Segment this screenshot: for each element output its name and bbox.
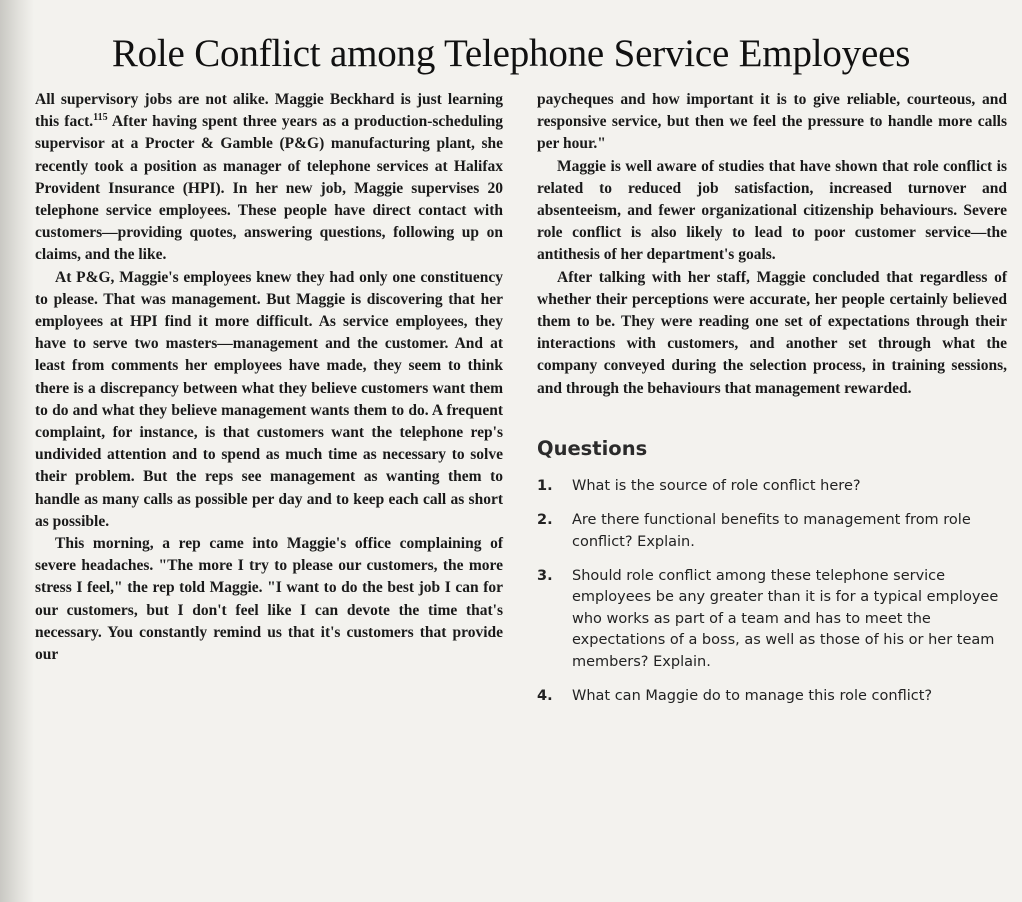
paragraph-1: [35, 89, 503, 267]
paragraph-1-text-a: All supervisory jobs are not alike. Maggie Beckhard is just learning this fact.: [35, 91, 503, 131]
paragraph-1-text-b: After having spent three years as a production-scheduling supervisor at a Procter & Gamble (P&G) manufacturing plant, she recently took a position as manager of telephone services at Halifax Provident Insurance (HPI). In her new job, Maggie supervises 20 telephone service employees. These people have direct contact with customers—providing quotes, answering questions, following up on claims, and the like.: [35, 113, 503, 264]
footnote-reference: 115: [93, 112, 108, 124]
question-item: [537, 476, 1007, 498]
paragraph-4: Maggie is well aware of studies that have shown that role conflict is related to reduced job satisfaction, increased turnover and absenteeism, and fewer organizational citizenship behaviours. Severe role conflict is also likely to lead to poor customer service—the antithesis of her department's goals.: [537, 157, 1007, 264]
question-item: [537, 566, 1007, 674]
question-number: 4.: [537, 688, 553, 705]
question-number: 3.: [537, 567, 553, 584]
question-text: What can Maggie do to manage this role conflict?: [572, 688, 933, 705]
question-text: Should role conflict among these telephone service employees be any greater than it is for a typical employee who works as part of a team and has to meet the expectations of a boss, as well as those of his or her team members? Explain.: [572, 567, 999, 670]
paragraph-5: After talking with her staff, Maggie concluded that regardless of whether their perceptions were accurate, her people certainly believed them to be. They were reading one set of expectations through their interactions with customers, and another set through what the company conveyed during the selection process, in training sessions, and through the behaviours that management rewarded.: [537, 268, 1007, 397]
left-column: [35, 89, 503, 666]
paragraph-3-continued: paycheques and how important it is to give reliable, courteous, and responsive service, but then we feel the pressure to handle more calls per hour.": [537, 91, 1007, 153]
question-number: 1.: [537, 477, 553, 494]
question-text: What is the source of role conflict here?: [572, 477, 861, 494]
page-gutter-shadow: [0, 0, 34, 902]
question-item: [537, 686, 1007, 708]
question-item: [537, 510, 1007, 553]
right-column: [537, 89, 1007, 720]
paragraph-3: This morning, a rep came into Maggie's office complaining of severe headaches. "The more I try to please our customers, the more stress I feel," the rep told Maggie. "I want to do the best job I can for our customers, but I don't feel like I can devote the time that's necessary. You constantly remind us that it's customers that provide our: [35, 535, 503, 664]
questions-heading: Questions: [537, 436, 648, 460]
question-text: Are there functional benefits to management from role conflict? Explain.: [572, 511, 971, 550]
paragraph-2: At P&G, Maggie's employees knew they had only one constituency to please. That was management. But Maggie is discovering that her employees at HPI find it more difficult. As service employees, they have to serve two masters—management and the customer. And at least from comments her employees have made, they seem to think there is a discrepancy between what they believe customers want them to do and what they believe management wants them to do. A frequent complaint, for instance, is that customers want the telephone rep's undivided attention and to spend as much time as necessary to solve their problem. But the reps see management as wanting them to handle as many calls as possible per day and to keep each call as short as possible.: [35, 268, 503, 530]
question-number: 2.: [537, 511, 553, 528]
page-title: Role Conflict among Telephone Service Employees: [111, 32, 911, 76]
questions-list: [537, 476, 1007, 708]
